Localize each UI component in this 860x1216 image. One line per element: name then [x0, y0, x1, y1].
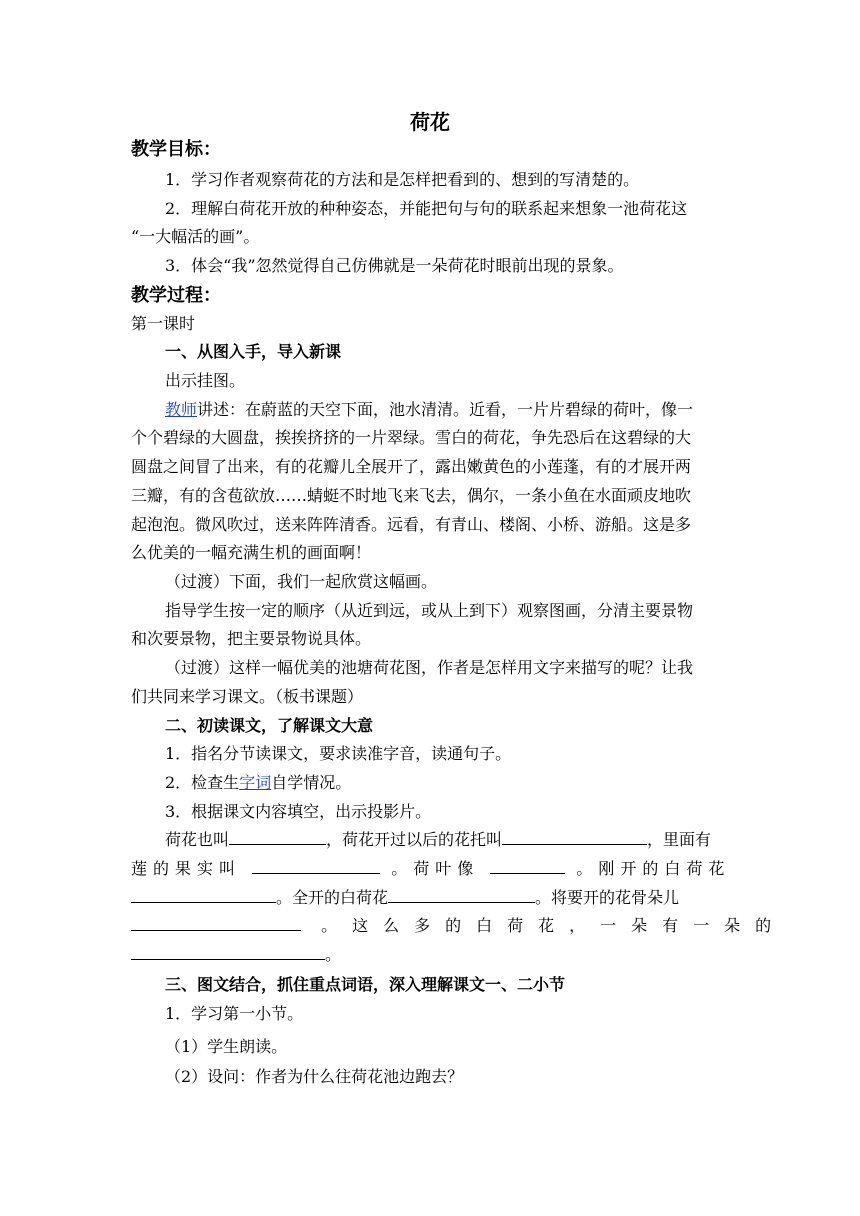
section-1-title: 一、从图入手，导入新课 — [165, 342, 342, 361]
transition-text: （过渡）下面，我们一起欣赏这幅画。 — [165, 572, 438, 591]
transition-text: 们共同来学习课文。（板书课题） — [131, 687, 364, 706]
section-2-item: 2．检查生字词自学情况。 — [165, 773, 352, 792]
blank — [502, 830, 647, 845]
vocabulary-link[interactable]: 字词 — [239, 773, 272, 792]
goal-item: 2．理解白荷花开放的种种姿态，并能把句与句的联系起来想象一池荷花这 — [165, 199, 688, 218]
section-2-title: 二、初读课文，了解课文大意 — [165, 716, 374, 735]
fill-line: 。全开的白荷花 。将要开的花骨朵儿 — [131, 888, 731, 908]
teacher-link[interactable]: 教师 — [165, 400, 198, 419]
process-heading: 教学过程： — [131, 285, 221, 306]
section-3-item: （2）设问：作者为什么往荷花池边跑去？ — [165, 1067, 464, 1086]
blank — [131, 945, 325, 960]
goal-item: 3．体会“我”忽然觉得自己仿佛就是一朵荷花时眼前出现的景象。 — [165, 256, 624, 275]
blank — [252, 859, 380, 874]
page-title: 荷花 — [410, 110, 450, 134]
lesson-label: 第一课时 — [131, 314, 196, 333]
blank — [131, 916, 301, 931]
blank — [388, 888, 535, 903]
blank — [131, 888, 276, 903]
paragraph-line: 三瓣，有的含苞欲放……蜻蜓不时地飞来飞去，偶尔，一条小鱼在水面顽皮地吹 — [131, 486, 692, 505]
fill-line: 。 — [131, 945, 731, 965]
paragraph-line: 圆盘之间冒了出来，有的花瓣儿全展开了，露出嫩黄色的小莲蓬，有的才展开两 — [131, 457, 692, 476]
blank — [229, 830, 326, 845]
fill-line: 。这么多的白荷花，一朵有一朵的 — [131, 916, 731, 936]
section-2-item: 1．指名分节读课文，要求读准字音，读通句子。 — [165, 744, 512, 763]
goal-item: 1．学习作者观察荷花的方法和是怎样把看到的、想到的写清楚的。 — [165, 170, 640, 189]
section-3-title: 三、图文结合，抓住重点词语，深入理解课文一、二小节 — [165, 975, 566, 994]
section-1-text: 出示挂图。 — [165, 371, 246, 390]
paragraph-text: 讲述：在蔚蓝的天空下面，池水清清。近看，一片片碧绿的荷叶，像一 — [197, 400, 694, 419]
goals-heading: 教学目标： — [131, 139, 221, 160]
paragraph-line: 么优美的一幅充满生机的画面啊！ — [131, 543, 372, 562]
paragraph-line: 个个碧绿的大圆盘，挨挨挤挤的一片翠绿。雪白的荷花，争先恐后在这碧绿的大 — [131, 428, 692, 447]
section-2-item: 3．根据课文内容填空，出示投影片。 — [165, 802, 432, 821]
section-3-item: （1）学生朗读。 — [165, 1037, 288, 1056]
blank — [490, 859, 565, 874]
transition-text: （过渡）这样一幅优美的池塘荷花图，作者是怎样用文字来描写的呢？让我 — [165, 658, 694, 677]
guide-text: 指导学生按一定的顺序（从近到远，或从上到下）观察图画，分清主要景物 — [165, 601, 694, 620]
paragraph-line — [165, 400, 765, 420]
fill-line: 荷花也叫 ，荷花开过以后的花托叫 ，里面有 — [165, 830, 712, 849]
section-3-item: 1．学习第一小节。 — [165, 1004, 304, 1023]
guide-text: 和次要景物，把主要景物说具体。 — [131, 629, 372, 648]
paragraph-line: 起泡泡。微风吹过，送来阵阵清香。远看，有青山、楼阁、小桥、游船。这是多 — [131, 515, 692, 534]
fill-line: 莲的果实叫 。荷叶像 。刚开的白荷花 — [131, 859, 731, 878]
goal-item-continued: “一大幅活的画”。 — [131, 227, 260, 246]
